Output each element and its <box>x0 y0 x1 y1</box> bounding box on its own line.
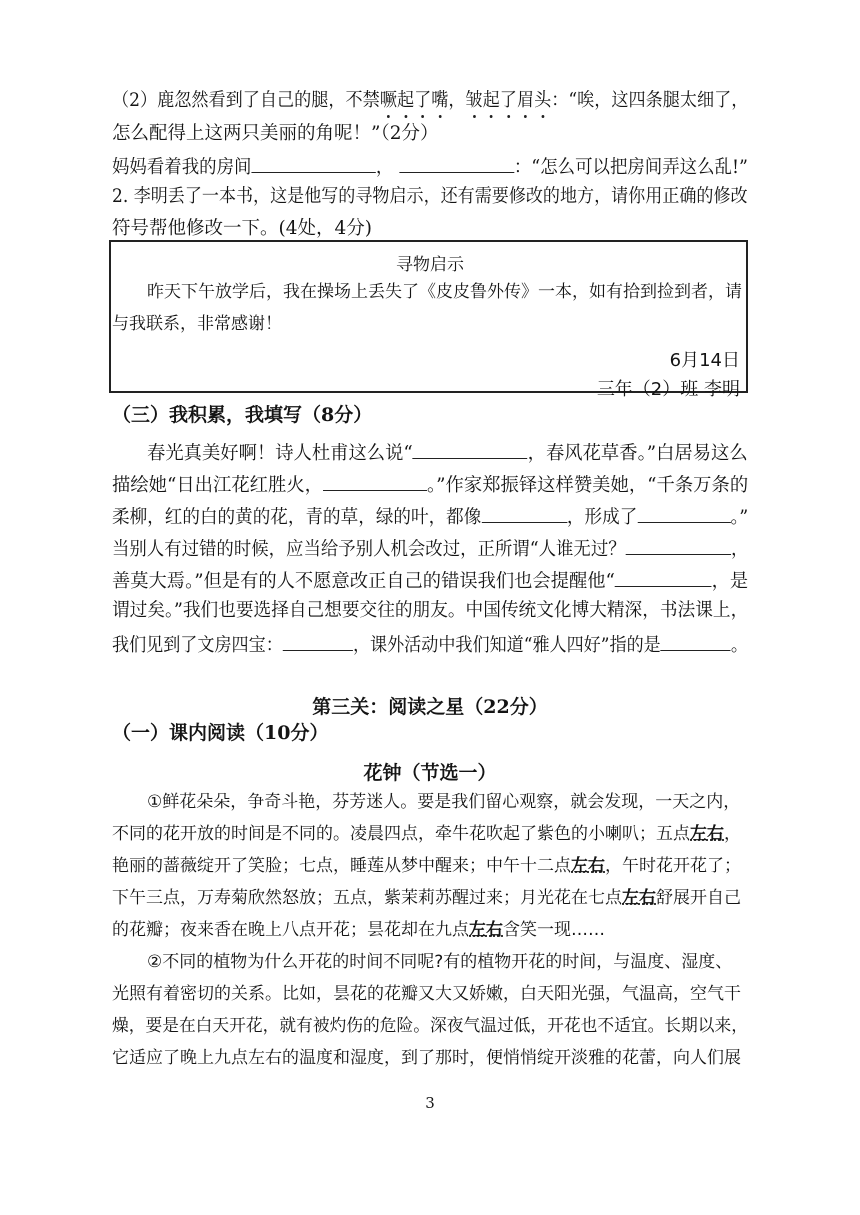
text: ， <box>731 539 749 560</box>
p2-line3: 燥，要是在白天开花，就有被灼伤的危险。深夜气温过低，开花也不适宜。长期以来， <box>112 1016 748 1036</box>
p1-line4 <box>112 890 741 907</box>
fill-blank[interactable] <box>323 474 427 491</box>
text: ，是 <box>711 571 749 592</box>
text: 。” <box>730 507 749 528</box>
q2-line1-post: ：“唉，这四条腿太细了， <box>551 90 749 111</box>
text: 描绘她“日出江花红胜火， <box>112 475 323 496</box>
comma: ， <box>448 90 466 111</box>
fill-blank[interactable] <box>399 156 514 173</box>
fill-blank[interactable] <box>481 506 567 523</box>
text: 。”作家郑振铎这样赞美她，“千条万条的 <box>427 475 749 496</box>
fill-blank[interactable] <box>251 156 375 173</box>
p2-line2: 光照有着密切的关系。比如，昙花的花瓣又大又娇嫩，白天阳光强，气温高，空气干 <box>112 984 741 1004</box>
emphasis-char: 起 <box>482 90 500 111</box>
text: 善莫大焉。”但是有的人不愿意改正自己的错误我们也会提醒他“ <box>112 571 615 592</box>
notice-body-line2: 与我联系，非常感谢！ <box>112 314 282 334</box>
fill-blank[interactable] <box>626 538 731 555</box>
p1-line3 <box>112 858 741 875</box>
emphasized-word: 左右 <box>690 824 724 844</box>
q2-line2: 怎么配得上这两只美丽的角呢！”（2分） <box>112 123 439 144</box>
q2-line1 <box>112 92 748 111</box>
fill-blank[interactable] <box>413 442 528 459</box>
q2-line3 <box>112 156 748 178</box>
q2-line3-post: ：“怎么可以把房间弄这么乱!” <box>513 157 748 178</box>
sec3-line7 <box>112 634 748 656</box>
notice-signature: 三年（2）班 李明 <box>596 379 740 400</box>
emphasis-char: 皱 <box>465 90 483 111</box>
q2-line1-pre: （2）鹿忽然看到了自己的腿，不禁 <box>112 90 380 111</box>
fill-blank[interactable] <box>661 634 731 651</box>
fill-blank[interactable] <box>615 570 712 587</box>
q2-line3-pre: 妈妈看着我的房间 <box>112 157 252 178</box>
emphasis-char: 了 <box>499 90 517 111</box>
sec3-line1 <box>147 442 748 464</box>
q2b-line1: 2. 李明丢了一本书，这是他写的寻物启示，还有需要修改的地方，请你用正确的修改 <box>112 186 748 207</box>
section3-heading: （三）我积累，我填写（8分） <box>112 404 373 426</box>
text: ，春风花草香。”白居易这么 <box>527 443 748 464</box>
text: ，形成了 <box>566 507 638 528</box>
emphasized-word: 左右 <box>469 920 503 940</box>
p1-line1: ①鲜花朵朵，争奇斗艳，芬芳迷人。要是我们留心观察，就会发现，一天之内， <box>147 792 741 812</box>
text: ，午时花开花了； <box>605 856 741 876</box>
p2-line1: ②不同的植物为什么开花的时间不同呢?有的植物开花的时间，与温度、湿度、 <box>147 952 733 972</box>
notice-date: 6月14日 <box>669 350 740 371</box>
text: 柔柳，红的白的黄的花，青的草，绿的叶，都像 <box>112 507 482 528</box>
text: ，课外活动中我们知道“雅人四好”指的是 <box>352 635 661 656</box>
reading-subheading: （一）课内阅读（10分） <box>112 722 329 744</box>
sec3-line4 <box>112 538 748 560</box>
fill-blank[interactable] <box>637 506 730 523</box>
text: 舒展开自己 <box>656 888 741 908</box>
emphasized-word: 左右 <box>622 888 656 908</box>
emphasis-char: 眉 <box>516 90 535 111</box>
emphasized-word: 左右 <box>571 856 605 876</box>
emphasis-char: 头 <box>534 90 552 111</box>
part3-heading: 第三关：阅读之星（22分） <box>312 696 548 718</box>
text: 下午三点，万寿菊欣然怒放；五点，紫茉莉苏醒过来；月光花在七点 <box>112 888 622 908</box>
p1-line5 <box>112 922 605 939</box>
text: 含笑一现…… <box>503 920 605 940</box>
text: 春光真美好啊！诗人杜甫这么说“ <box>147 443 413 464</box>
p1-line2 <box>112 826 741 843</box>
fill-blank[interactable] <box>283 634 353 651</box>
emphasis-char: 噘 <box>379 90 397 111</box>
sec3-line2 <box>112 474 748 496</box>
q2b-line2: 符号帮他修改一下。(4处，4分) <box>112 218 372 239</box>
emphasis-char: 嘴 <box>431 90 449 111</box>
passage-title: 花钟（节选一） <box>363 762 497 784</box>
text: 。 <box>730 635 748 656</box>
page-number: 3 <box>425 1094 435 1112</box>
sec3-line6: 谓过矣。”我们也要选择自己想要交往的朋友。中国传统文化博大精深，书法课上， <box>112 600 749 621</box>
notice-body-line1: 昨天下午放学后，我在操场上丢失了《皮皮鲁外传》一本，如有拾到捡到者，请 <box>147 282 742 302</box>
notice-title: 寻物启示 <box>396 255 464 275</box>
comma: ， <box>375 157 394 178</box>
p2-line4: 它适应了晚上九点左右的温度和湿度，到了那时，便悄悄绽开淡雅的花蕾，向人们展 <box>112 1048 741 1068</box>
text: 的花瓣；夜来香在晚上八点开花；昙花却在九点 <box>112 920 469 940</box>
text: 我们见到了文房四宝： <box>112 635 283 656</box>
text: 不同的花开放的时间是不同的。凌晨四点，牵牛花吹起了紫色的小喇叭；五点 <box>112 824 690 844</box>
text: ， <box>724 824 741 844</box>
text: 艳丽的蔷薇绽开了笑脸；七点，睡莲从梦中醒来；中午十二点 <box>112 856 571 876</box>
sec3-line3 <box>112 506 748 528</box>
sec3-line5 <box>112 570 748 592</box>
emphasis-char: 起 <box>396 90 415 111</box>
emphasis-char: 了 <box>414 90 432 111</box>
text: 当别人有过错的时候，应当给予别人机会改过，正所谓“人谁无过？ <box>112 539 626 560</box>
